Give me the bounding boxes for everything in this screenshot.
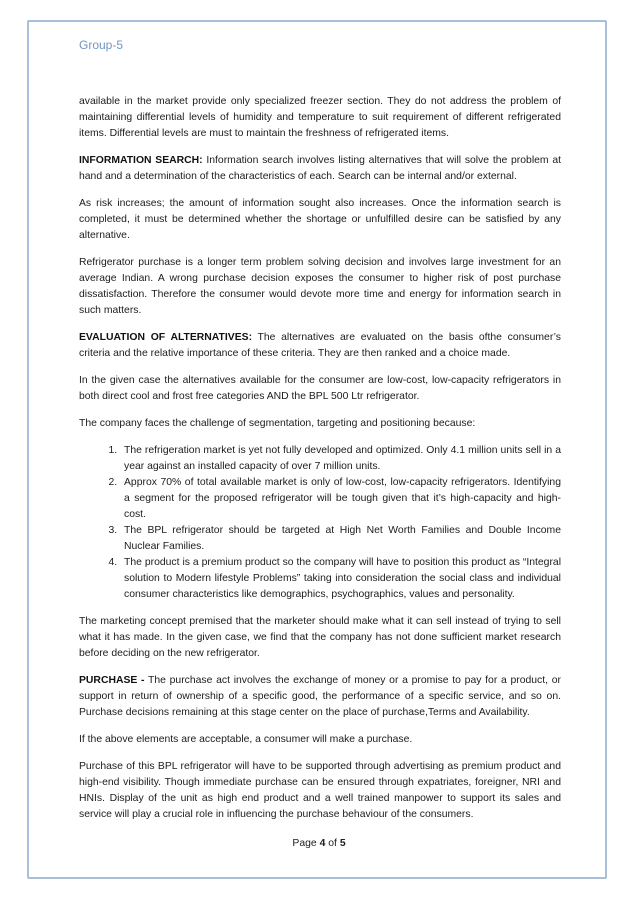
numbered-list (79, 443, 561, 603)
page-number: 4 (319, 838, 326, 849)
paragraph: available in the market provide only specialized freezer section. They do not address the problem of maintaining differential levels of humidity and temperature to suit requirement of different refrigerated items. Differential levels are must to maintain the freshness of refrigerated items. (79, 96, 561, 139)
list-item: 4. The product is a premium product so the company will have to position this product as “Integral solution to Modern lifestyle Problems” taking into consideration the social class and individual consumer characteristics like demographics, psychographics, values and personality. (120, 555, 561, 603)
list-item: 1. The refrigeration market is yet not fully developed and optimized. Only 4.1 million units sell in a year against an installed capacity of over 7 million units. (120, 443, 561, 475)
of-label: of (328, 838, 337, 849)
paragraph: In the given case the alternatives available for the consumer are low-cost, low-capacity refrigerators in both direct cool and frost free categories AND the BPL 500 Ltr refrigerator. (79, 375, 561, 402)
paragraph: Purchase of this BPL refrigerator will have to be supported through advertising as premium product and high-end visibility. Though immediate purchase can be ensured through expatriates, foreigner, NRI and HNIs. Display of the unit as high end product and a well trained manpower to support its sales and service will play a crucial role in influencing the purchase behaviour of the consumers. (79, 761, 561, 820)
page-label: Page (292, 838, 317, 849)
section-heading: EVALUATION OF ALTERNATIVES: (79, 332, 253, 343)
list-item: 2. Approx 70% of total available market is only of low-cost, low-capacity refrigerators. Identifying a segment for the proposed refrigerator will be tough given that it’s high-capacity and high-cost. (120, 475, 561, 523)
section-heading: INFORMATION SEARCH: (79, 155, 203, 166)
paragraph: The company faces the challenge of segmentation, targeting and positioning because: (79, 418, 476, 429)
paragraph: If the above elements are acceptable, a consumer will make a purchase. (79, 734, 413, 745)
section-heading: PURCHASE - (79, 675, 145, 686)
paragraph: EVALUATION OF ALTERNATIVES: The alternatives are evaluated on the basis ofthe consumer’s criteria and the relative importance of these criteria. They are then ranked and a choice made. (79, 332, 561, 359)
paragraph: INFORMATION SEARCH: Information search involves listing alternatives that will solve the problem at hand and a determination of the characteristics of each. Search can be internal and/or external. (79, 155, 561, 182)
page-total: 5 (339, 838, 346, 849)
paragraph: PURCHASE - The purchase act involves the exchange of money or a promise to pay for a product, or support in return of ownership of a specific good, the performance of a specific service, and so on. Purchase decisions remaining at this stage center on the place of purchase,Terms and Availability. (79, 675, 561, 718)
document-body (79, 94, 561, 834)
paragraph: As risk increases; the amount of information sought also increases. Once the information search is completed, it must be determined whether the shortage or unfulfilled desire can be satisfied by any alternative. (79, 198, 561, 241)
paragraph: The marketing concept premised that the marketer should make what it can sell instead of trying to sell what it has made. In the given case, we find that the company has not done sufficient market research before deciding on the new refrigerator. (79, 616, 561, 659)
list-item: 3. The BPL refrigerator should be targeted at High Net Worth Families and Double Income Nuclear Families. (120, 523, 561, 555)
page-footer (0, 838, 638, 849)
paragraph: Refrigerator purchase is a longer term problem solving decision and involves large investment for an average Indian. A wrong purchase decision exposes the consumer to higher risk of post purchase dissatisfaction. Therefore the consumer would devote more time and energy for information search in such matters. (79, 257, 561, 316)
page-header: Group-5 (79, 38, 124, 52)
